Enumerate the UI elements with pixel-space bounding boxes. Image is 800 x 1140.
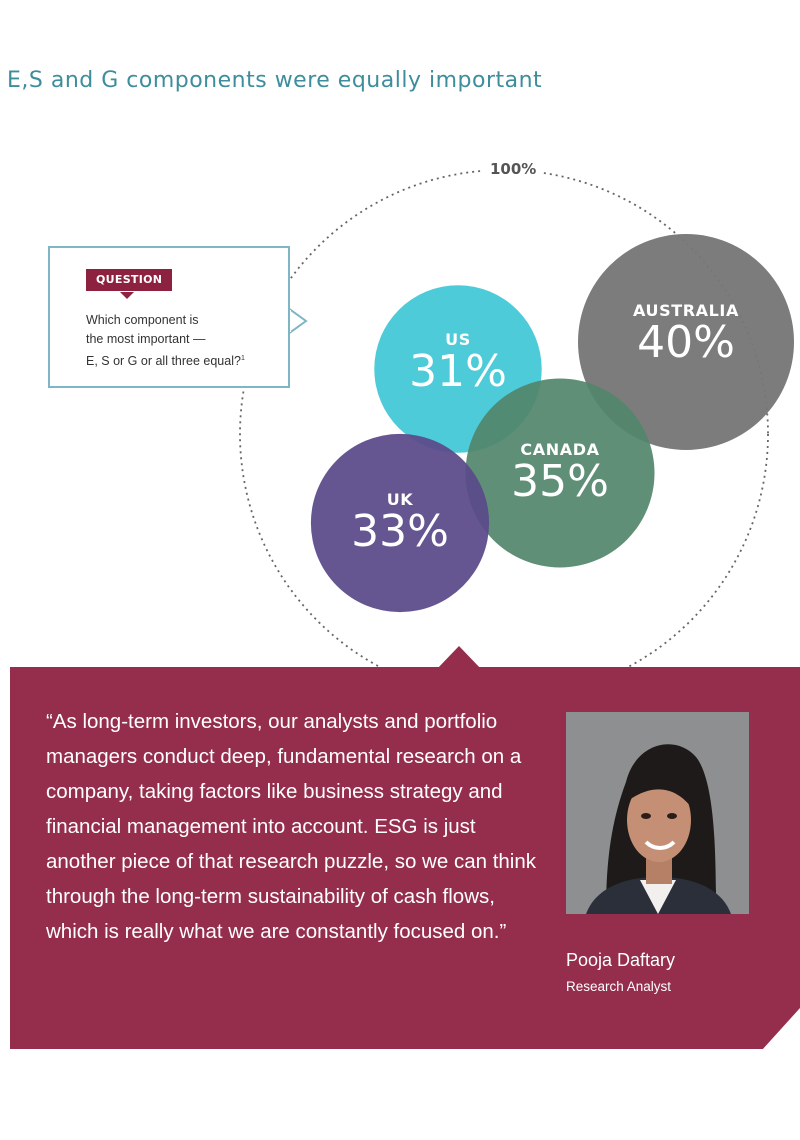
footnote-marker: 1 — [240, 355, 245, 362]
bubble-label-canada — [466, 379, 655, 568]
portrait-illustration — [566, 712, 749, 914]
bubble-label-uk — [311, 434, 489, 612]
quote-text: “As long-term investors, our analysts and portfolio managers conduct deep, fundamental research on a company, taking factors like business strategy and financial management into account. ESG is just another piece of that research puzzle, so we can think through the long-term sustainability of cash flows, which is really what we are constantly focused on.” — [46, 710, 537, 943]
person-role: Research Analyst — [566, 979, 672, 994]
question-line-2: the most important — — [86, 332, 206, 346]
bubble-name-us: US — [445, 330, 471, 350]
question-badge-pointer — [120, 292, 134, 299]
question-box-pointer — [288, 308, 308, 334]
question-text — [86, 311, 286, 371]
quote-panel-corner-cut — [762, 1008, 800, 1050]
question-badge: QUESTION — [86, 269, 172, 291]
bubble-value-us: 31% — [409, 346, 507, 398]
question-line-3: E, S or G or all three equal? — [86, 354, 241, 369]
bubble-name-canada: CANADA — [520, 440, 600, 460]
question-line-1: Which component is — [86, 313, 199, 327]
reference-label: 100% — [484, 160, 542, 178]
bubble-name-uk: UK — [386, 490, 414, 510]
person-name: Pooja Daftary — [566, 950, 676, 970]
page-title: E,S and G components were equally important — [7, 68, 543, 93]
portrait-photo — [566, 712, 749, 914]
bubble-name-australia: AUSTRALIA — [633, 301, 739, 321]
bubble-value-australia: 40% — [637, 317, 735, 369]
bubble-value-canada: 35% — [511, 456, 609, 508]
bubble-value-uk: 33% — [351, 506, 449, 558]
question-box — [48, 246, 290, 388]
